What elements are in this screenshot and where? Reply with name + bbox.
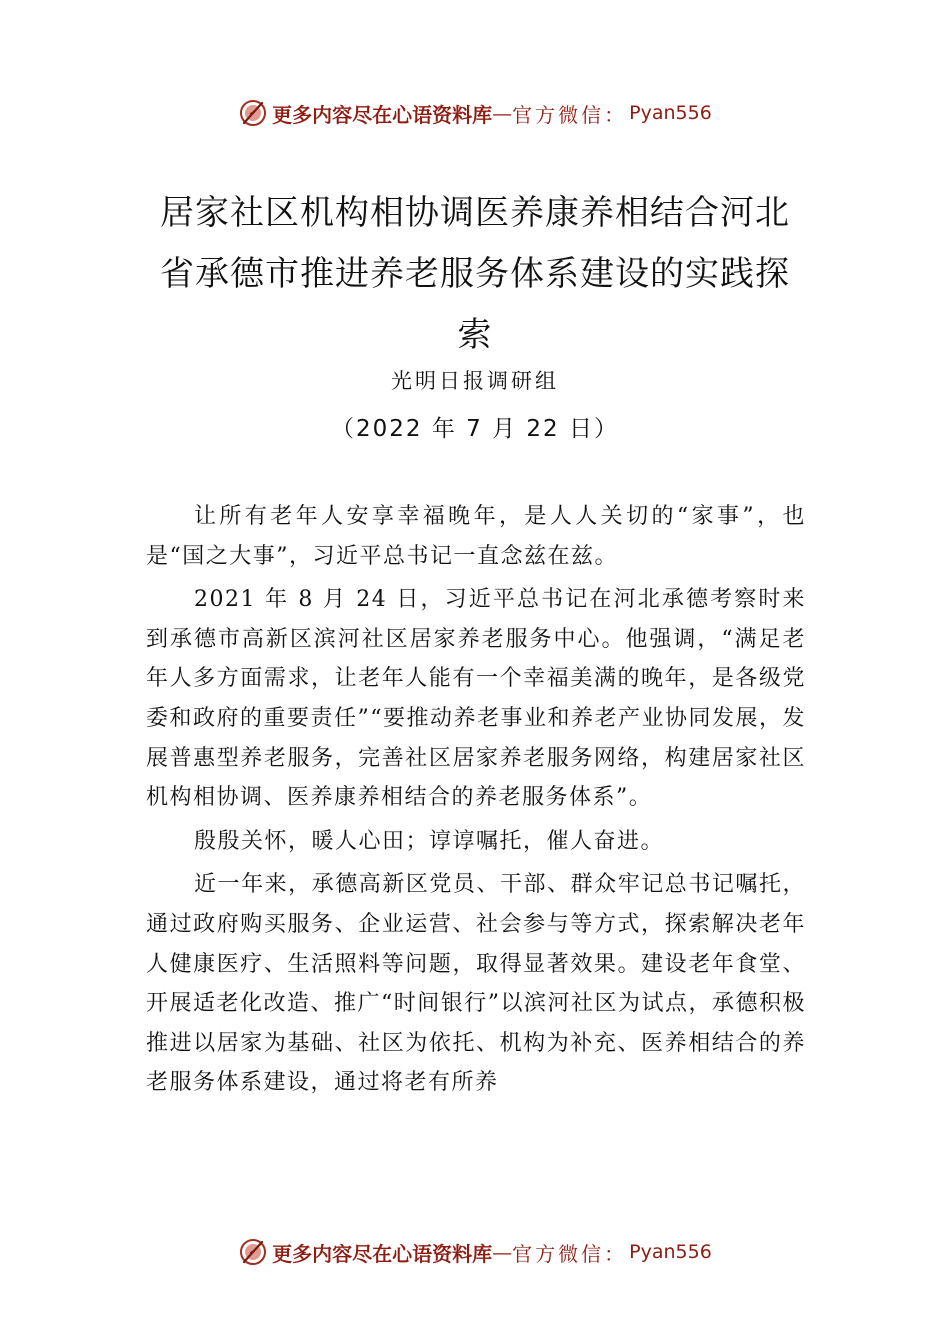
quill-logo-icon xyxy=(238,98,268,128)
banner-wechat-label: 官方微信： xyxy=(512,1241,628,1266)
banner-dash: — xyxy=(492,1240,513,1264)
article-author: 光明日报调研组 xyxy=(391,369,559,393)
article-body xyxy=(146,497,806,1107)
footer-banner xyxy=(0,1232,950,1272)
quill-logo-icon xyxy=(238,1237,268,1267)
paragraph: 殷殷关怀，暖人心田；谆谆嘱托，催人奋进。 xyxy=(194,828,665,854)
paragraph: 2021 年 8 月 24 日，习近平总书记在河北承德考察时来到承德市高新区滨河社区居家养老服务中心。他强调，“满足老年人多方面需求，让老年人能有一个幸福美满的晚年，是各级党委和政府的重要责任”“要推动养老事业和养老产业协同发展，发展普惠型养老服务，完善社区居家养老服务网络，构建居家社区机构相协调、医养康养相结合的养老服务体系”。 xyxy=(146,587,806,811)
article-date: （2022 年 7 月 22 日） xyxy=(331,416,619,442)
header-banner xyxy=(0,93,950,133)
banner-site-name: 更多内容尽在心语资料库 xyxy=(272,1241,493,1266)
paragraph: 近一年来，承德高新区党员、干部、群众牢记总书记嘱托，通过政府购买服务、企业运营、社会参与等方式，探索解决老年人健康医疗、生活照料等问题，取得显著效果。建设老年食堂、开展适老化改造、推广“时间银行”以滨河社区为试点，承德积极推进以居家为基础、社区为依托、机构为补充、医养相结合的养老服务体系建设，通过将老有所养 xyxy=(146,872,806,1096)
banner-wechat-id: Pyan556 xyxy=(629,102,712,124)
banner-site-name: 更多内容尽在心语资料库 xyxy=(272,102,493,127)
banner-dash: — xyxy=(492,101,513,125)
banner-wechat-id: Pyan556 xyxy=(629,1241,712,1263)
banner-wechat-label: 官方微信： xyxy=(512,102,628,127)
paragraph: 让所有老年人安享幸福晚年，是人人关切的“家事”，也是“国之大事”，习近平总书记一直念兹在兹。 xyxy=(146,504,806,569)
article-title: 居家社区机构相协调医养康养相结合河北省承德市推进养老服务体系建设的实践探索 xyxy=(160,193,790,355)
